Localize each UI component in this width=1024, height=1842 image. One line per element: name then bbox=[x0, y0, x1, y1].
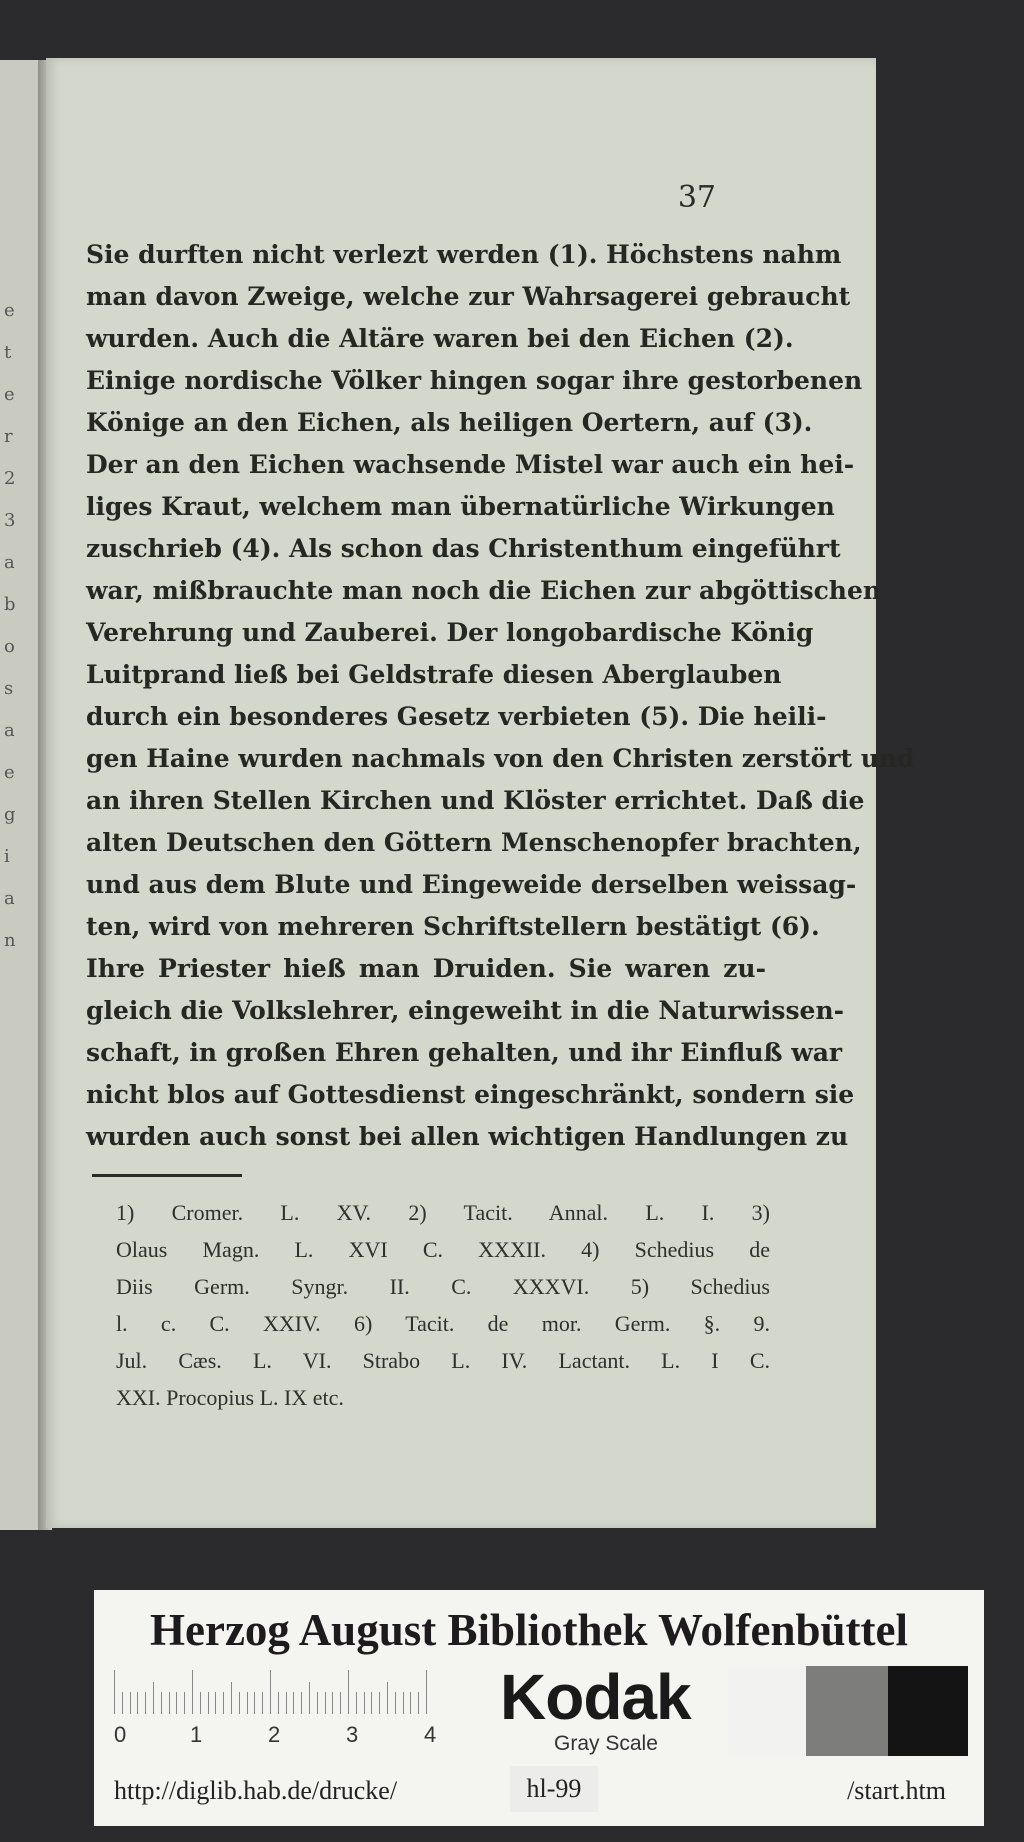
ruler-label: 4 bbox=[424, 1722, 437, 1747]
footnote-rule bbox=[92, 1174, 242, 1177]
ruler-tick bbox=[387, 1682, 388, 1714]
ruler-tick bbox=[130, 1692, 131, 1714]
ruler-tick bbox=[426, 1670, 427, 1714]
body-text bbox=[86, 234, 915, 1158]
url-prefix: http://diglib.hab.de/drucke/ bbox=[114, 1776, 398, 1805]
left-margin-mark: b bbox=[4, 594, 16, 615]
text-line: liges Kraut, welchem man übernatürliche Wirkungen bbox=[86, 492, 835, 521]
url-suffix: /start.htm bbox=[847, 1776, 946, 1805]
ruler-label: 3 bbox=[346, 1722, 359, 1747]
left-margin-mark: a bbox=[4, 888, 15, 909]
ruler-tick bbox=[192, 1670, 193, 1714]
left-page-marks bbox=[0, 160, 40, 1160]
ruler-label: 2 bbox=[268, 1722, 281, 1747]
ruler-tick bbox=[418, 1692, 419, 1714]
ruler-tick bbox=[247, 1692, 248, 1714]
ruler-tick bbox=[231, 1682, 232, 1714]
ruler-tick bbox=[208, 1692, 209, 1714]
library-title: Herzog August Bibliothek Wolfenbüttel bbox=[150, 1605, 908, 1655]
text-line: Könige an den Eichen, als heiligen Oertern, auf (3). bbox=[86, 408, 813, 437]
ruler-tick bbox=[278, 1692, 279, 1714]
text-line: gleich die Volkslehrer, eingeweiht in die Naturwissen- bbox=[86, 996, 845, 1025]
text-line: Verehrung und Zauberei. Der longobardische König bbox=[86, 618, 814, 647]
text-line: Einige nordische Völker hingen sogar ihre gestorbenen bbox=[86, 366, 863, 395]
text-line: wurden. Auch die Altäre waren bei den Eichen (2). bbox=[86, 324, 794, 353]
ruler-tick bbox=[379, 1692, 380, 1714]
text-line: man davon Zweige, welche zur Wahrsagerei gebraucht bbox=[86, 282, 851, 311]
text-line: Luitprand ließ bei Geldstrafe diesen Aberglauben bbox=[86, 660, 782, 689]
ruler-tick bbox=[137, 1692, 138, 1714]
page-number: 37 bbox=[677, 180, 716, 215]
text-line: Sie durften nicht verlezt werden (1). Höchstens nahm bbox=[86, 240, 842, 269]
left-margin-mark: o bbox=[4, 636, 15, 657]
ruler-tick bbox=[184, 1692, 185, 1714]
left-margin-mark: 2 bbox=[4, 468, 16, 489]
ruler-tick bbox=[332, 1692, 333, 1714]
ruler-label: 0 bbox=[114, 1722, 127, 1747]
text-line: schaft, in großen Ehren gehalten, und ihr Einfluß war bbox=[86, 1038, 843, 1067]
ruler-tick bbox=[122, 1692, 123, 1714]
ruler-tick bbox=[145, 1692, 146, 1714]
text-line: Der an den Eichen wachsende Mistel war auch ein hei- bbox=[86, 450, 855, 479]
ruler-tick bbox=[293, 1692, 294, 1714]
text-line: an ihren Stellen Kirchen und Klöster errichtet. Daß die bbox=[86, 786, 865, 815]
gray-swatch-mid bbox=[806, 1666, 888, 1756]
ruler-tick bbox=[223, 1692, 224, 1714]
ruler-tick bbox=[395, 1692, 396, 1714]
left-margin-mark: i bbox=[4, 846, 10, 867]
ruler-tick bbox=[403, 1692, 404, 1714]
document-id: hl-99 bbox=[510, 1766, 598, 1812]
ruler-tick bbox=[410, 1692, 411, 1714]
gray-swatch-white bbox=[728, 1666, 806, 1756]
left-margin-mark: e bbox=[4, 384, 15, 405]
ruler-tick bbox=[371, 1692, 372, 1714]
ruler-tick bbox=[325, 1692, 326, 1714]
ruler-tick bbox=[309, 1682, 310, 1714]
left-margin-mark: 3 bbox=[4, 510, 16, 531]
left-margin-mark: e bbox=[4, 762, 15, 783]
text-line: Ihre Priester hieß man Druiden. Sie waren zu- bbox=[86, 954, 766, 983]
footnote-line: XXI. Procopius L. IX etc. bbox=[116, 1385, 344, 1410]
left-margin-mark: a bbox=[4, 720, 15, 741]
left-margin-mark: s bbox=[4, 678, 14, 699]
ruler-tick bbox=[161, 1692, 162, 1714]
color-target-card bbox=[94, 1590, 984, 1826]
ruler-tick bbox=[317, 1692, 318, 1714]
ruler-tick bbox=[153, 1682, 154, 1714]
text-line: nicht blos auf Gottesdienst eingeschränkt, sondern sie bbox=[86, 1080, 855, 1109]
left-margin-mark: r bbox=[4, 426, 13, 447]
left-margin-mark: e bbox=[4, 300, 15, 321]
ruler-tick bbox=[239, 1692, 240, 1714]
ruler-tick bbox=[356, 1692, 357, 1714]
ruler-tick bbox=[114, 1670, 115, 1714]
ruler-tick bbox=[301, 1692, 302, 1714]
text-line: gen Haine wurden nachmals von den Christen zerstört und bbox=[86, 744, 915, 773]
footnote-line: Diis Germ. Syngr. II. C. XXXVI. 5) Schedius bbox=[116, 1274, 770, 1299]
footnote-line: Olaus Magn. L. XVI C. XXXII. 4) Schedius de bbox=[116, 1237, 770, 1262]
gray-scale-label: Gray Scale bbox=[554, 1732, 658, 1755]
ruler-tick bbox=[364, 1692, 365, 1714]
text-line: ten, wird von mehreren Schriftstellern bestätigt (6). bbox=[86, 912, 820, 941]
ruler-tick bbox=[348, 1670, 349, 1714]
ruler-scale bbox=[114, 1670, 444, 1714]
text-line: durch ein besonderes Gesetz verbieten (5). Die heili- bbox=[86, 702, 827, 731]
left-margin-mark: g bbox=[4, 804, 16, 825]
left-margin-mark: t bbox=[4, 342, 12, 363]
ruler-tick bbox=[215, 1692, 216, 1714]
ruler-tick bbox=[340, 1692, 341, 1714]
ruler-tick bbox=[176, 1692, 177, 1714]
left-margin-mark: n bbox=[4, 930, 16, 951]
text-line: wurden auch sonst bei allen wichtigen Handlungen zu bbox=[86, 1122, 849, 1151]
left-margin-mark: a bbox=[4, 552, 15, 573]
ruler-labels bbox=[114, 1722, 454, 1752]
gray-swatch-black bbox=[888, 1666, 968, 1756]
kodak-logo: Kodak bbox=[500, 1661, 691, 1733]
text-line: und aus dem Blute und Eingeweide derselben weissag- bbox=[86, 870, 857, 899]
text-line: war, mißbrauchte man noch die Eichen zur abgöttischen bbox=[86, 576, 882, 605]
ruler-tick bbox=[262, 1692, 263, 1714]
ruler-label: 1 bbox=[190, 1722, 203, 1747]
footnote-line: 1) Cromer. L. XV. 2) Tacit. Annal. L. I. 3) bbox=[116, 1200, 770, 1225]
ruler-tick bbox=[286, 1692, 287, 1714]
text-line: alten Deutschen den Göttern Menschenopfer brachten, bbox=[86, 828, 862, 857]
footnotes bbox=[116, 1194, 770, 1416]
ruler-tick bbox=[169, 1692, 170, 1714]
ruler-tick bbox=[200, 1692, 201, 1714]
ruler-tick bbox=[270, 1670, 271, 1714]
footnote-line: l. c. C. XXIV. 6) Tacit. de mor. Germ. §. 9. bbox=[116, 1311, 770, 1336]
ruler-tick bbox=[254, 1692, 255, 1714]
text-line: zuschrieb (4). Als schon das Christenthum eingeführt bbox=[86, 534, 841, 563]
book-page bbox=[46, 58, 915, 1528]
footnote-line: Jul. Cæs. L. VI. Strabo L. IV. Lactant. L. I C. bbox=[116, 1348, 770, 1373]
